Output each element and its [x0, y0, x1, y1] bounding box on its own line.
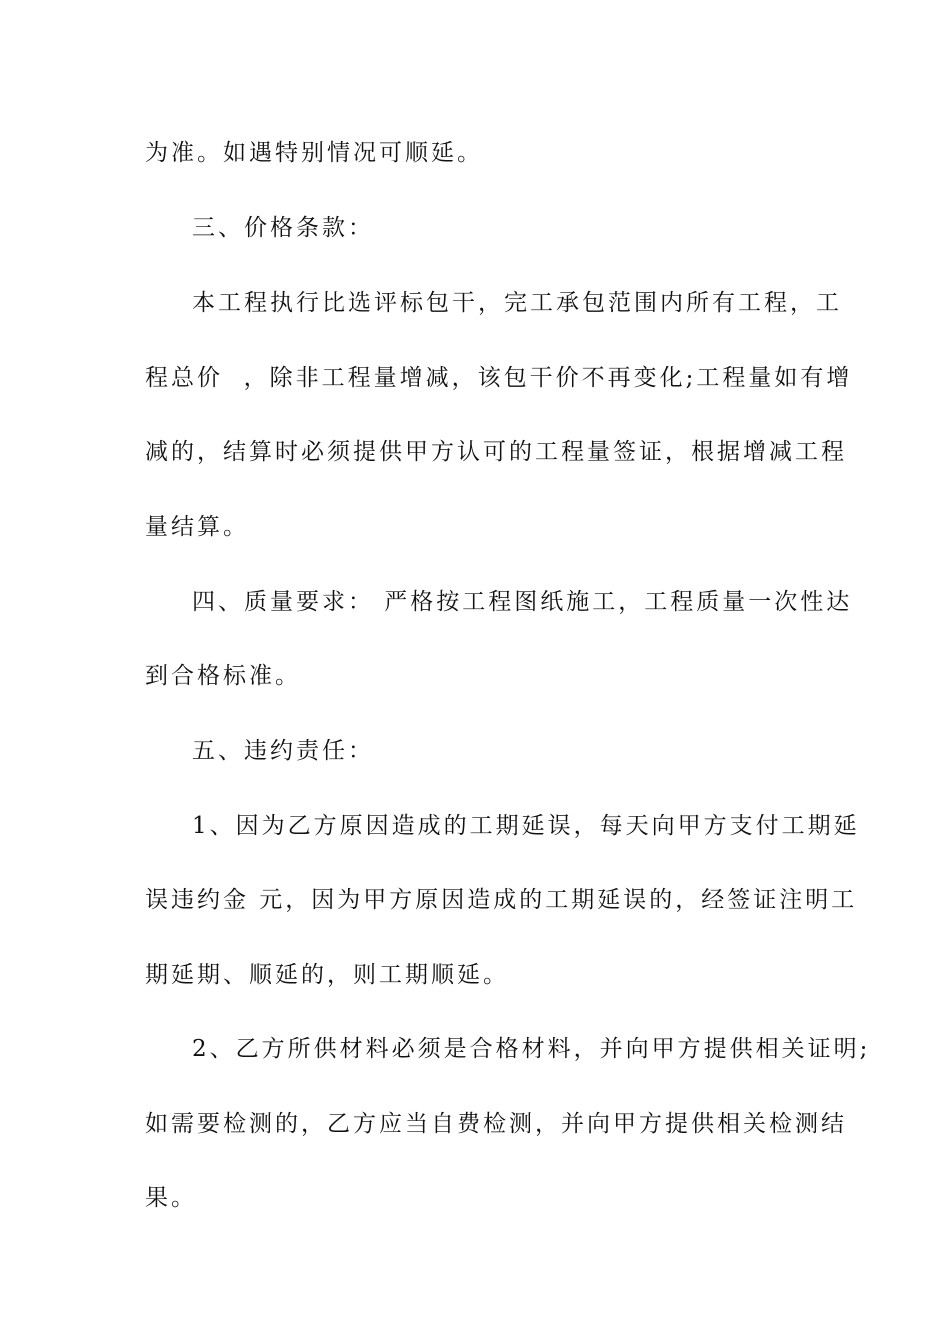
section-heading-price: 三、价格条款：: [192, 215, 374, 241]
text-line: 2、乙方所供材料必须是合格材料，并向甲方提供相关证明;: [192, 1036, 871, 1062]
text-line: 果。: [145, 1185, 197, 1211]
text-line: 期延期、顺延的，则工期顺延。: [145, 962, 509, 988]
text-line: 减的，结算时必须提供甲方认可的工程量签证，根据增减工程: [145, 439, 847, 465]
section-heading-quality: 四、质量要求： 严格按工程图纸施工，工程质量一次性达: [192, 589, 853, 615]
text-line: 如需要检测的，乙方应当自费检测，并向甲方提供相关检测结: [145, 1111, 847, 1137]
text-line: 为准。如遇特别情况可顺延。: [145, 140, 483, 166]
text-line: 程总价 ，除非工程量增减，该包干价不再变化;工程量如有增: [145, 365, 853, 391]
text-line: 1、因为乙方原因造成的工期延误，每天向甲方支付工期延: [192, 813, 860, 839]
section-heading-liability: 五、违约责任：: [192, 738, 374, 764]
text-line: 误违约金 元，因为甲方原因造成的工期延误的，经签证注明工: [145, 887, 858, 913]
text-line: 本工程执行比选评标包干，完工承包范围内所有工程，工: [192, 290, 842, 316]
text-line: 到合格标准。: [145, 663, 301, 689]
text-line: 量结算。: [145, 514, 249, 540]
